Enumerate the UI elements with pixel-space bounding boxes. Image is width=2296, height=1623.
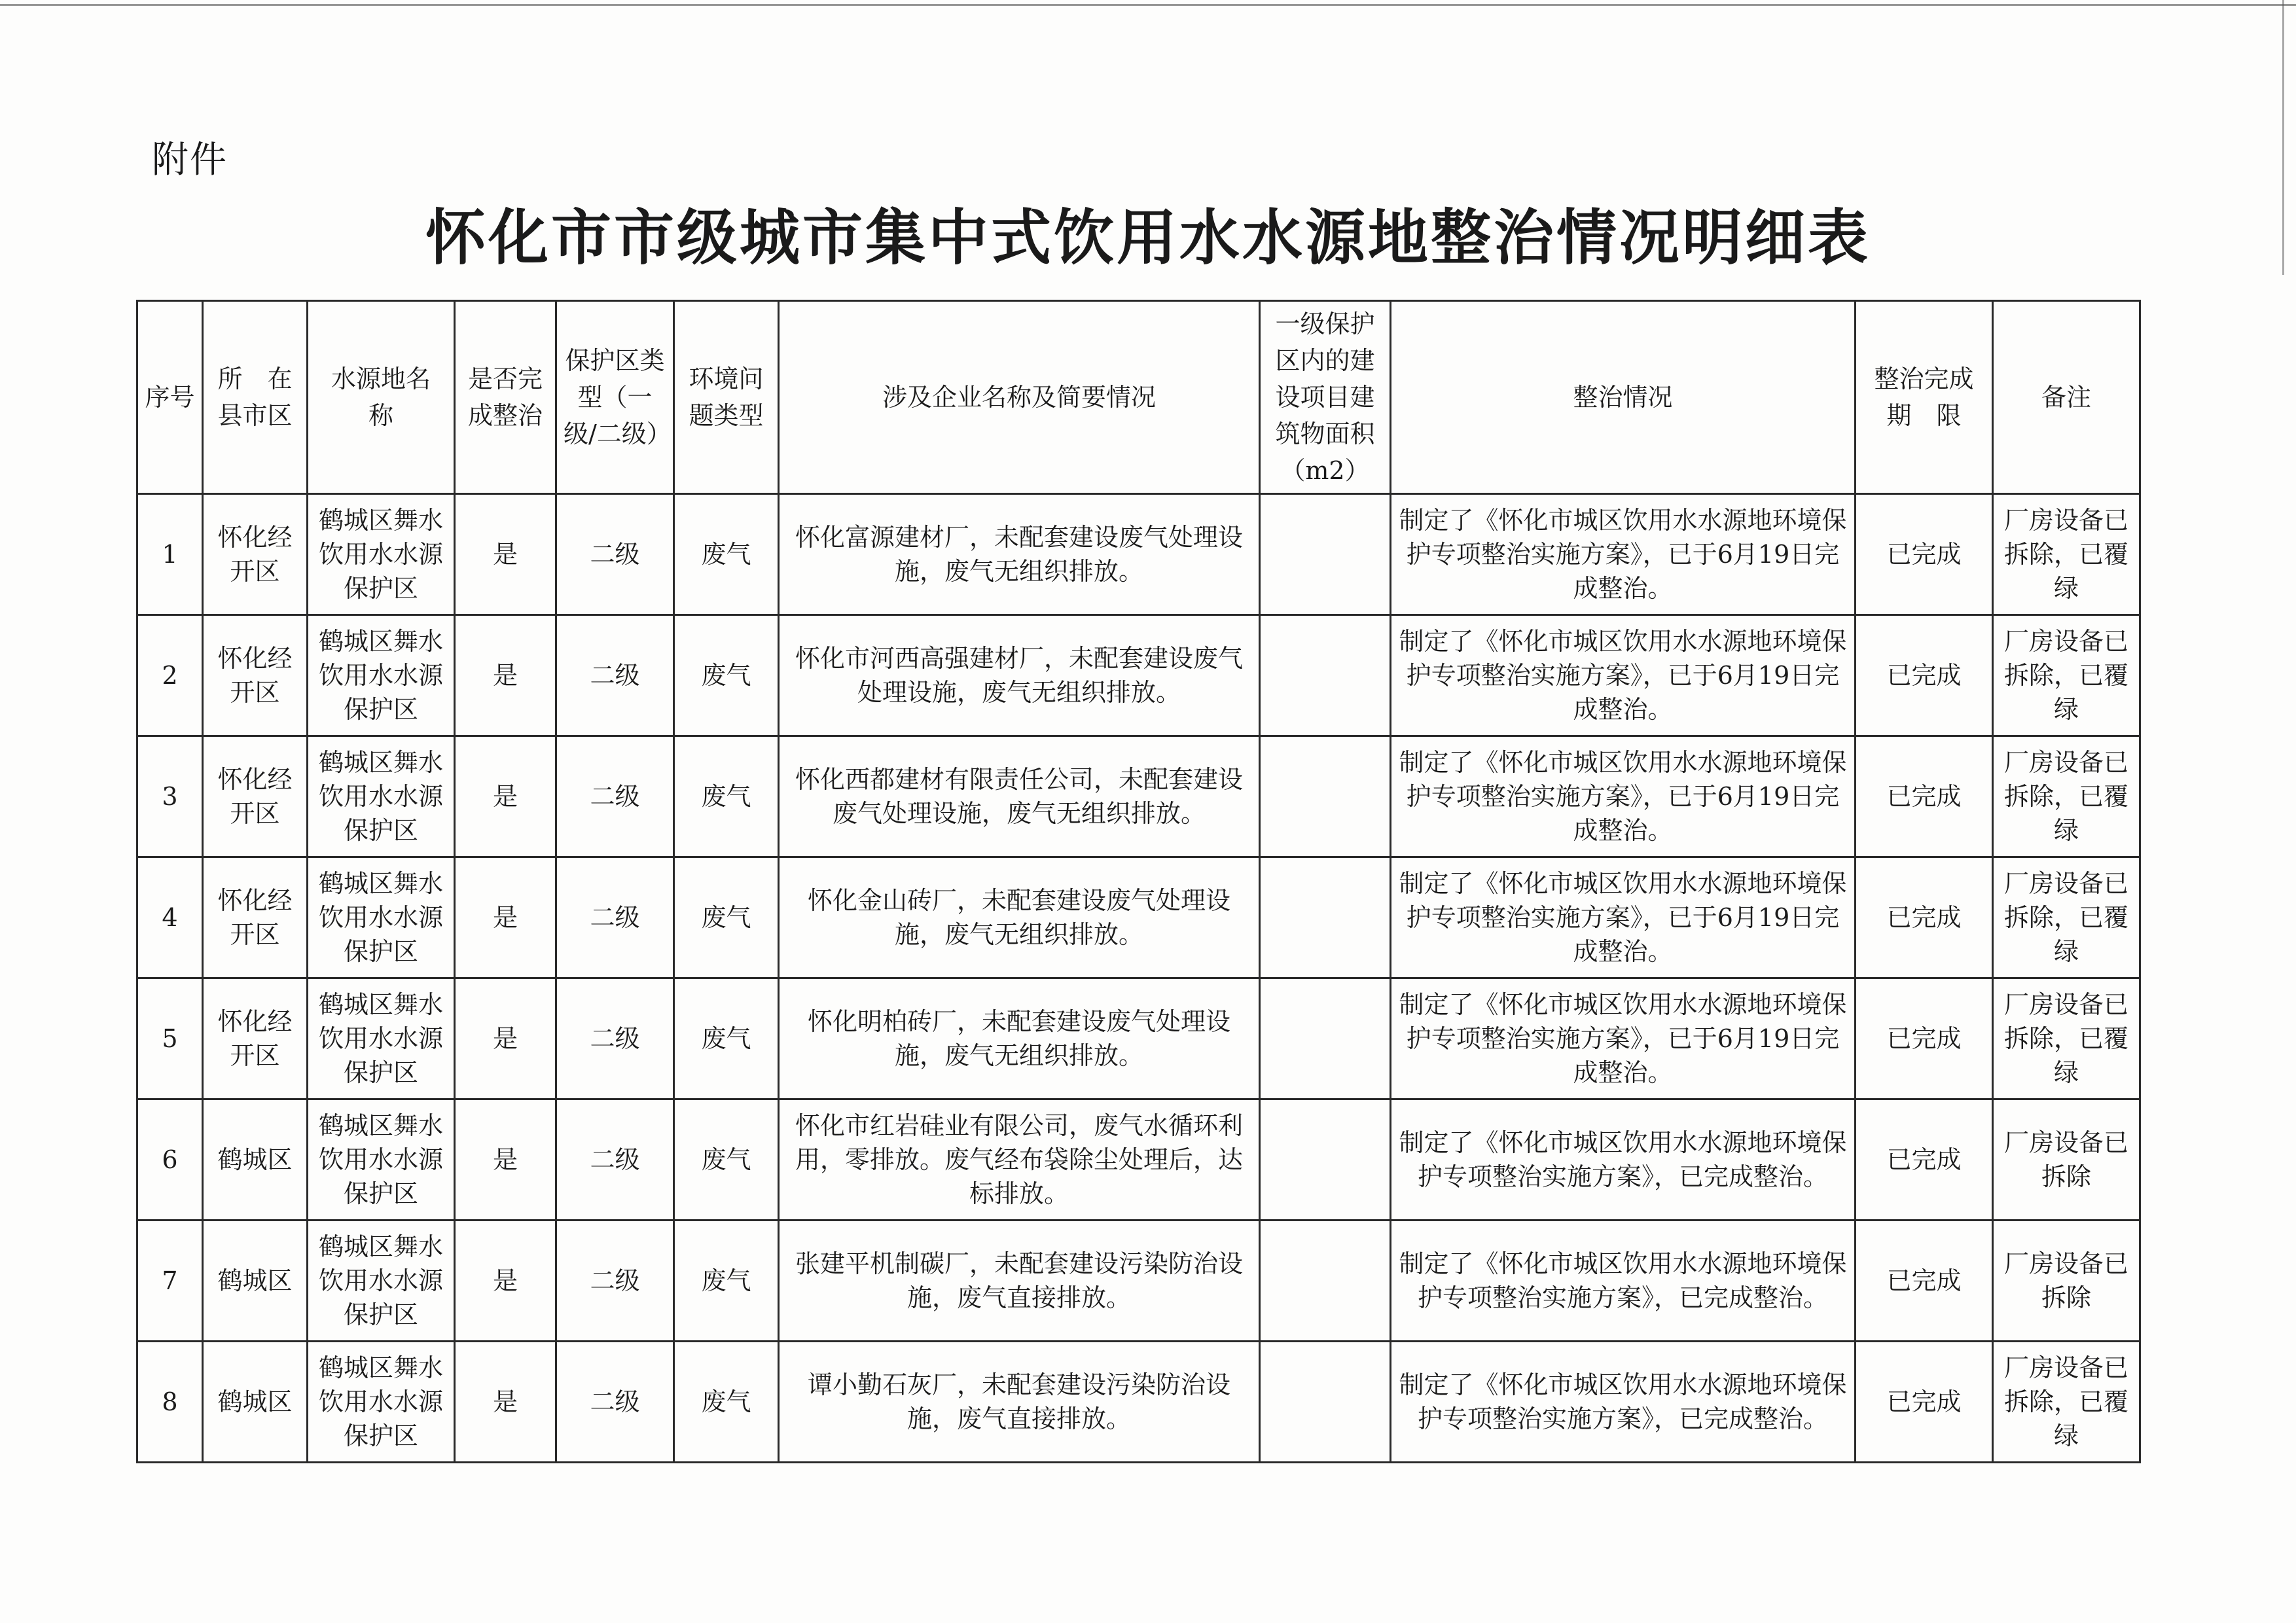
cell-completed: 是 [455, 1342, 556, 1463]
cell-status: 制定了《怀化市城区饮用水水源地环境保护专项整治实施方案》，已于6月19日完成整治。 [1391, 736, 1856, 857]
cell-zone: 二级 [556, 857, 674, 978]
cell-county: 怀化经开区 [203, 615, 308, 736]
cell-completed: 是 [455, 615, 556, 736]
header-source: 水源地名 称 [308, 301, 455, 494]
table-row [137, 978, 2140, 1099]
cell-seq: 4 [137, 857, 203, 978]
cell-zone: 二级 [556, 494, 674, 615]
table-row [137, 615, 2140, 736]
cell-zone: 二级 [556, 1221, 674, 1342]
cell-completed: 是 [455, 1221, 556, 1342]
cell-deadline: 已完成 [1856, 1099, 1993, 1221]
cell-note: 厂房设备已拆除，已覆绿 [1993, 494, 2140, 615]
cell-seq: 8 [137, 1342, 203, 1463]
cell-status: 制定了《怀化市城区饮用水水源地环境保护专项整治实施方案》，已于6月19日完成整治。 [1391, 615, 1856, 736]
table-row [137, 1099, 2140, 1221]
cell-issue: 废气 [674, 978, 779, 1099]
cell-company: 怀化富源建材厂，未配套建设废气处理设施，废气无组织排放。 [779, 494, 1260, 615]
cell-zone: 二级 [556, 978, 674, 1099]
cell-county: 鹤城区 [203, 1342, 308, 1463]
table-row [137, 494, 2140, 615]
cell-source: 鹤城区舞水饮用水水源保护区 [308, 736, 455, 857]
cell-issue: 废气 [674, 1221, 779, 1342]
cell-company: 张建平机制碳厂，未配套建设污染防治设施，废气直接排放。 [779, 1221, 1260, 1342]
cell-deadline: 已完成 [1856, 615, 1993, 736]
cell-source: 鹤城区舞水饮用水水源保护区 [308, 978, 455, 1099]
cell-area [1260, 1099, 1391, 1221]
cell-area [1260, 978, 1391, 1099]
cell-source: 鹤城区舞水饮用水水源保护区 [308, 1342, 455, 1463]
document-title: 怀化市市级城市集中式饮用水水源地整治情况明细表 [425, 203, 1871, 273]
cell-zone: 二级 [556, 1342, 674, 1463]
detail-table [136, 300, 2141, 1463]
cell-area [1260, 1221, 1391, 1342]
cell-county: 怀化经开区 [203, 494, 308, 615]
header-county: 所 在县市区 [203, 301, 308, 494]
cell-seq: 7 [137, 1221, 203, 1342]
attachment-label: 附件 [152, 139, 228, 181]
cell-zone: 二级 [556, 615, 674, 736]
cell-company: 怀化明柏砖厂，未配套建设废气处理设施，废气无组织排放。 [779, 978, 1260, 1099]
cell-deadline: 已完成 [1856, 736, 1993, 857]
cell-issue: 废气 [674, 615, 779, 736]
cell-seq: 5 [137, 978, 203, 1099]
cell-note: 厂房设备已拆除 [1993, 1221, 2140, 1342]
cell-note: 厂房设备已拆除，已覆绿 [1993, 615, 2140, 736]
header-seq: 序号 [137, 301, 203, 494]
table-row [137, 1342, 2140, 1463]
header-issue: 环境问题类型 [674, 301, 779, 494]
table-header-row [137, 301, 2140, 494]
cell-deadline: 已完成 [1856, 978, 1993, 1099]
cell-company: 怀化金山砖厂，未配套建设废气处理设施，废气无组织排放。 [779, 857, 1260, 978]
cell-completed: 是 [455, 978, 556, 1099]
cell-status: 制定了《怀化市城区饮用水水源地环境保护专项整治实施方案》，已完成整治。 [1391, 1342, 1856, 1463]
cell-note: 厂房设备已拆除，已覆绿 [1993, 1342, 2140, 1463]
cell-source: 鹤城区舞水饮用水水源保护区 [308, 494, 455, 615]
table-row [137, 1221, 2140, 1342]
cell-deadline: 已完成 [1856, 494, 1993, 615]
cell-source: 鹤城区舞水饮用水水源保护区 [308, 857, 455, 978]
cell-company: 怀化市河西高强建材厂，未配套建设废气处理设施，废气无组织排放。 [779, 615, 1260, 736]
cell-county: 怀化经开区 [203, 736, 308, 857]
cell-area [1260, 1342, 1391, 1463]
cell-status: 制定了《怀化市城区饮用水水源地环境保护专项整治实施方案》，已于6月19日完成整治。 [1391, 494, 1856, 615]
cell-county: 鹤城区 [203, 1221, 308, 1342]
cell-issue: 废气 [674, 1099, 779, 1221]
cell-seq: 2 [137, 615, 203, 736]
cell-status: 制定了《怀化市城区饮用水水源地环境保护专项整治实施方案》，已完成整治。 [1391, 1221, 1856, 1342]
header-completed: 是否完成整治 [455, 301, 556, 494]
cell-note: 厂房设备已拆除 [1993, 1099, 2140, 1221]
cell-company: 谭小勤石灰厂，未配套建设污染防治设施，废气直接排放。 [779, 1342, 1260, 1463]
cell-company: 怀化西都建材有限责任公司，未配套建设废气处理设施，废气无组织排放。 [779, 736, 1260, 857]
cell-status: 制定了《怀化市城区饮用水水源地环境保护专项整治实施方案》，已于6月19日完成整治。 [1391, 978, 1856, 1099]
cell-deadline: 已完成 [1856, 857, 1993, 978]
cell-status: 制定了《怀化市城区饮用水水源地环境保护专项整治实施方案》，已完成整治。 [1391, 1099, 1856, 1221]
cell-seq: 6 [137, 1099, 203, 1221]
cell-completed: 是 [455, 1099, 556, 1221]
header-company: 涉及企业名称及简要情况 [779, 301, 1260, 494]
cell-completed: 是 [455, 736, 556, 857]
table-row [137, 736, 2140, 857]
cell-issue: 废气 [674, 857, 779, 978]
cell-area [1260, 615, 1391, 736]
cell-note: 厂房设备已拆除，已覆绿 [1993, 978, 2140, 1099]
cell-company: 怀化市红岩硅业有限公司，废气水循环利用，零排放。废气经布袋除尘处理后，达标排放。 [779, 1099, 1260, 1221]
cell-zone: 二级 [556, 736, 674, 857]
cell-issue: 废气 [674, 494, 779, 615]
cell-county: 鹤城区 [203, 1099, 308, 1221]
cell-source: 鹤城区舞水饮用水水源保护区 [308, 1221, 455, 1342]
cell-deadline: 已完成 [1856, 1221, 1993, 1342]
cell-seq: 3 [137, 736, 203, 857]
cell-note: 厂房设备已拆除，已覆绿 [1993, 736, 2140, 857]
cell-seq: 1 [137, 494, 203, 615]
cell-area [1260, 494, 1391, 615]
header-zone: 保护区类型（一级/二级） [556, 301, 674, 494]
scan-edge-line [0, 4, 2296, 6]
header-deadline: 整治完成期 限 [1856, 301, 1993, 494]
cell-source: 鹤城区舞水饮用水水源保护区 [308, 1099, 455, 1221]
header-status: 整治情况 [1391, 301, 1856, 494]
cell-county: 怀化经开区 [203, 857, 308, 978]
cell-area [1260, 857, 1391, 978]
cell-completed: 是 [455, 857, 556, 978]
cell-note: 厂房设备已拆除，已覆绿 [1993, 857, 2140, 978]
cell-county: 怀化经开区 [203, 978, 308, 1099]
cell-source: 鹤城区舞水饮用水水源保护区 [308, 615, 455, 736]
cell-issue: 废气 [674, 736, 779, 857]
cell-issue: 废气 [674, 1342, 779, 1463]
cell-deadline: 已完成 [1856, 1342, 1993, 1463]
cell-completed: 是 [455, 494, 556, 615]
cell-status: 制定了《怀化市城区饮用水水源地环境保护专项整治实施方案》，已于6月19日完成整治。 [1391, 857, 1856, 978]
header-area: 一级保护区内的建设项目建筑物面积（m2） [1260, 301, 1391, 494]
table-row [137, 857, 2140, 978]
cell-zone: 二级 [556, 1099, 674, 1221]
cell-area [1260, 736, 1391, 857]
header-note: 备注 [1993, 301, 2140, 494]
